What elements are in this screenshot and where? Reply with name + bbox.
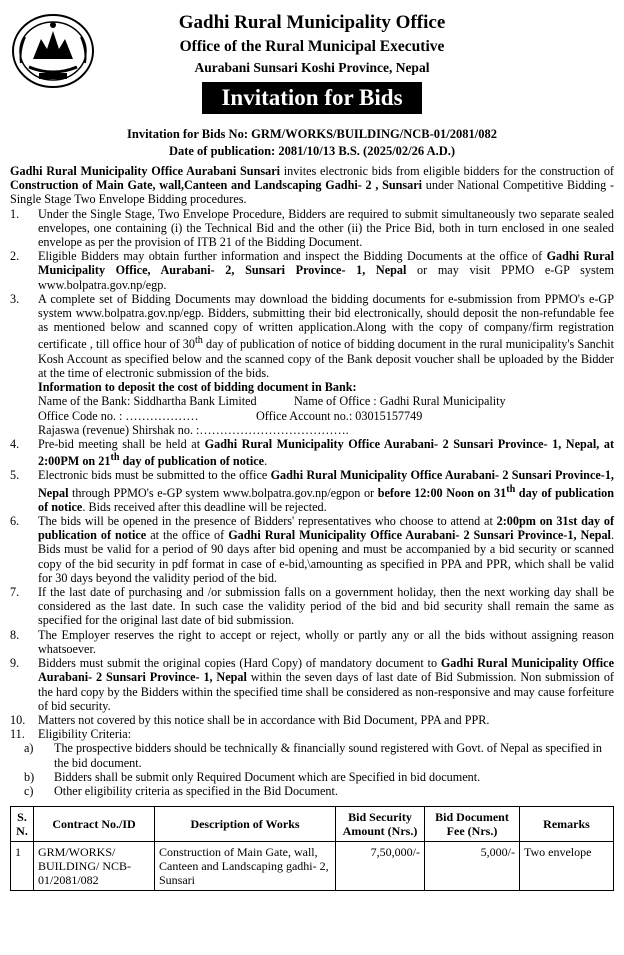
clause-5 — [10, 468, 614, 514]
office-code: Office Code no. : ……………… — [38, 408, 199, 423]
text-run: Eligible Bidders may obtain further information and inspect the Bidding Documents at the office of — [38, 249, 547, 264]
text-run: within the seven days of last date of Bid Submission. Non submission of the hard copy by the Bidders within the specified time shall be considered as non-responsive and may cause forfeiture of bid security. — [38, 670, 614, 713]
bank-row-1 — [38, 394, 614, 408]
text-run: . Bids received after this deadline will be rejected. — [82, 499, 327, 514]
clause-11 — [10, 727, 614, 741]
sub-text: Bidders shall be submit only Required Document which are Specified in bid document. — [54, 769, 481, 784]
clause-text: Eligibility Criteria: — [38, 727, 132, 742]
clause-9 — [10, 656, 614, 713]
hardcopy-office: Gadhi Rural Municipality Office Aurabani- 2 Sunsari Province- 1, Nepal — [38, 656, 614, 685]
prebid-day: day of publication of notice — [119, 454, 265, 469]
intro-office: Gadhi Rural Municipality Office Aurabani Sunsari — [10, 164, 280, 178]
clause-text: Under the Single Stage, Two Envelope Procedure, Bidders are required to submit simultaneously two separate sealed envelopes, one containing (i) the Technical Bid and the other (ii) the Price Bid, both in turn enclosed in one sealed envelope as per the provision of ITB 21 of the Bidding Document. — [38, 206, 614, 250]
text-run: Electronic bids must be submitted to the office — [38, 468, 271, 483]
notice-header — [0, 0, 624, 112]
sub-text: The prospective bidders should be technically & financially sound registered with Govt. of Nepal as specified in the bid document. — [54, 741, 602, 770]
col-description: Description of Works — [155, 807, 336, 842]
cell-bid-security: 7,50,000/- — [336, 842, 425, 891]
office-name: Office of the Rural Municipal Executive — [179, 38, 445, 55]
clause-number: 8. — [10, 627, 20, 642]
cell-contract-id: GRM/WORKS/ BUILDING/ NCB-01/2081/082 — [34, 842, 155, 891]
bank-name: Name of the Bank: Siddhartha Bank Limited — [38, 394, 257, 409]
table-row — [11, 842, 614, 891]
text-run: The bids will be opened in the presence of Bidders' representatives who choose to attend at — [38, 514, 497, 529]
text-run: A complete set of Bidding Documents may download the bidding documents for e-submission from PPMO's e-GP system www.bolpatra.gov.np/egp. Bidders, submitting their bid electronically, should deposit the non-refundable fee as mentioned below and scanned copy of written application.Along with the copy of company/firm registration certificate , till office hour of 30 — [38, 291, 614, 352]
clause-number: 1. — [10, 206, 20, 221]
clause-number: 10. — [10, 712, 26, 727]
clause-text — [38, 468, 614, 514]
text-run: . Bids must be valid for a period of 90 days after bid opening and must be accompanied by a bid security or scanned copy of the bid security in pdf format in case of e-bid,\amounting as specified in PPA and PPR, which shall be valid for 30 days beyond the validity period of the bid. — [38, 528, 614, 585]
intro-project: Construction of Main Gate, wall,Canteen and Landscaping Gadhi- 2 , Sunsari — [10, 178, 423, 193]
bank-info-heading: Information to deposit the cost of bidding document in Bank: — [38, 380, 357, 395]
ifb-number: Invitation for Bids No: GRM/WORKS/BUILDING/NCB-01/2081/082 — [127, 127, 497, 141]
ordinal-suffix: th — [110, 452, 120, 464]
clause-number: 5. — [10, 468, 20, 483]
cell-remarks: Two envelope — [520, 842, 614, 891]
cell-doc-fee: 5,000/- — [425, 842, 520, 891]
deadline: before 12:00 Noon on 31 — [377, 485, 507, 500]
text-run: Pre-bid meeting shall be held at — [38, 436, 205, 451]
eligibility-b — [10, 770, 614, 784]
sub-number: a) — [24, 741, 34, 756]
bank-row-2 — [38, 409, 614, 423]
clause-text: Matters not covered by this notice shall be in accordance with Bid Document, PPA and PPR. — [38, 712, 490, 727]
clause-list — [10, 207, 614, 799]
ordinal-suffix: th — [194, 335, 203, 347]
sub-number: c) — [24, 783, 34, 798]
notice-title-banner: Invitation for Bids — [202, 82, 422, 114]
clause-1 — [10, 207, 614, 250]
col-bid-security: Bid Security Amount (Nrs.) — [336, 807, 425, 842]
office-name-field: Name of Office : Gadhi Rural Municipality — [294, 394, 506, 409]
contract-table — [10, 806, 614, 891]
opening-time: 2:00pm on 31st day of publication of notice — [38, 514, 615, 543]
table-header-row — [11, 807, 614, 842]
office-location: Gadhi Rural Municipality Office, Aurabani- 2, Sunsari Province- 1, Nepal — [38, 249, 614, 278]
eligibility-c — [10, 784, 614, 798]
sub-text: Other eligibility criteria as specified in the Bid Document. — [54, 783, 338, 798]
clause-text — [38, 437, 614, 468]
account-number: Office Account no.: 03015157749 — [256, 408, 423, 423]
clause-2 — [10, 249, 614, 292]
clause-number: 4. — [10, 436, 20, 451]
intro-text-2: under National Competitive Bidding - Single Stage Two Envelope Bidding procedures. — [10, 178, 615, 207]
office-address: Aurabani Sunsari Koshi Province, Nepal — [194, 60, 430, 75]
clause-number: 6. — [10, 514, 20, 529]
submission-office: Gadhi Rural Municipality Office Aurabani- 2 Sunsari Province-1, Nepal — [38, 468, 614, 500]
clause-number: 11. — [10, 727, 25, 742]
clause-3 — [10, 292, 614, 380]
text-run: . — [264, 454, 268, 469]
org-name: Gadhi Rural Municipality Office — [178, 12, 446, 33]
text-run: or may visit PPMO e-GP system www.bolpatra.gov.np/egp. — [38, 263, 614, 292]
clause-7 — [10, 585, 614, 628]
clause-number: 7. — [10, 585, 20, 600]
opening-office: Gadhi Rural Municipality Office Aurabani- 2 Sunsari Province-1, Nepal — [228, 528, 611, 543]
col-doc-fee: Bid Document Fee (Nrs.) — [425, 807, 520, 842]
bank-info — [10, 380, 614, 437]
clause-text — [38, 656, 614, 713]
clause-number: 2. — [10, 249, 20, 264]
clause-text: If the last date of purchasing and /or submission falls on a government holiday, then the next working day shall be considered as the last date. In such case the validity period of the bid and bid security shall remain the same as specified for the original last date of bid submission. — [38, 585, 614, 628]
text-run: day of publication of notice of bidding document in the rural municipality's Sanchit Kosh Account as specified below and the scanned copy of the Bank deposit voucher shall be uploaded by the Bidder at the time of electronic submission of the bids. — [38, 337, 614, 380]
clause-text — [38, 514, 614, 585]
publication-date: Date of publication: 2081/10/13 B.S. (2025/02/26 A.D.) — [168, 144, 456, 158]
intro-text-1: invites electronic bids from eligible bidders for the construction of — [280, 164, 614, 178]
col-sn: S. N. — [11, 807, 34, 842]
eligibility-a — [10, 741, 614, 769]
clause-4 — [10, 437, 614, 468]
col-remarks: Remarks — [520, 807, 614, 842]
clause-text: The Employer reserves the right to accept or reject, wholly or partly any or all the bids without assigning reason whatsoever. — [38, 627, 614, 656]
cell-sn: 1 — [11, 842, 34, 891]
deadline-day: day of publication of notice — [38, 485, 615, 514]
revenue-heading-no: Rajaswa (revenue) Shirshak no. :………………………………. — [38, 422, 349, 437]
clause-text — [38, 292, 614, 380]
cell-description: Construction of Main Gate, wall, Canteen and Landscaping gadhi- 2, Sunsari — [155, 842, 336, 891]
text-run: Bidders must submit the original copies (Hard Copy) of mandatory document to — [38, 656, 441, 671]
text-run: at the office of — [146, 528, 229, 543]
clause-8 — [10, 628, 614, 656]
prebid-location: Gadhi Rural Municipality Office Aurabani- 2 Sunsari Province- 1, Nepal, at 2:00PM on 21 — [38, 436, 614, 469]
ordinal-suffix: th — [506, 483, 516, 495]
clause-number: 9. — [10, 656, 20, 671]
sub-number: b) — [24, 769, 35, 784]
col-contract-id: Contract No./ID — [34, 807, 155, 842]
clause-6 — [10, 514, 614, 585]
notice-reference — [0, 126, 624, 160]
clause-number: 3. — [10, 291, 20, 306]
text-run: through PPMO's e-GP system www.bolpatra.gov.np/egpon or — [68, 485, 378, 500]
clause-text — [38, 249, 614, 292]
intro-paragraph — [10, 164, 614, 207]
clause-10 — [10, 713, 614, 727]
